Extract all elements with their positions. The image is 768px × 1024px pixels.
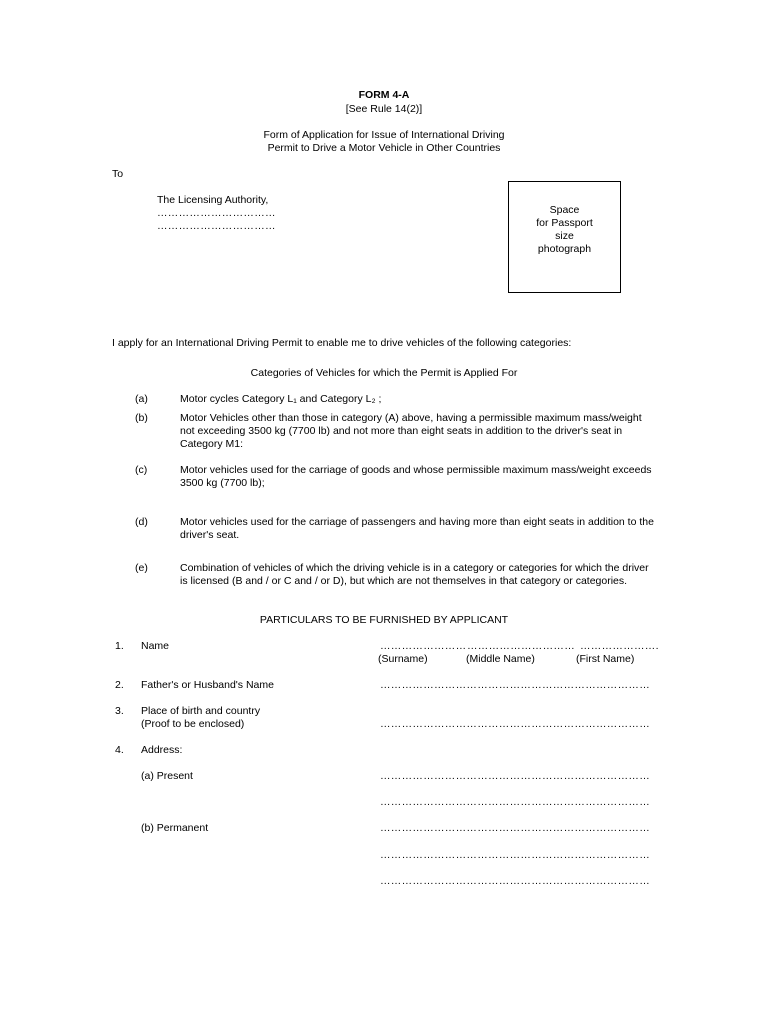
category-c-text: Motor vehicles used for the carriage of goods and whose permissible maximum mass/weight exceeds 3500 kg (7700 lb);	[180, 464, 652, 489]
category-a-label: (a)	[135, 393, 148, 405]
photo-line-4: photograph	[537, 243, 592, 255]
to-label: To	[112, 168, 124, 180]
surname-dots: ……………………	[380, 640, 467, 652]
permanent-address-dots-3: …………………………………………………………………	[380, 875, 650, 887]
photo-line-2: for Passport	[536, 217, 593, 229]
father-name-label: Father's or Husband's Name	[141, 679, 274, 691]
category-b-text: Motor Vehicles other than those in category (A) above, having a permissible maximum mass/weight not exceeding 3500 kg (7700 lb) and not more than eight seats in addition to the driver's seat in Category M1:	[180, 412, 642, 450]
present-address-label: (a) Present	[141, 770, 193, 782]
present-address-dots-2: …………………………………………………………………	[380, 796, 650, 808]
address-label: Address:	[141, 744, 183, 756]
birth-proof-note: (Proof to be enclosed)	[141, 718, 245, 730]
middle-name-dots: …………………………	[467, 640, 575, 652]
category-e-text: Combination of vehicles of which the driving vehicle is in a category or categories for which the driver is licensed (B and / or C and / or D), but which are not themselves in that category or categories.	[180, 562, 649, 587]
category-e-label: (e)	[135, 562, 148, 574]
permanent-address-dots-2: …………………………………………………………………	[380, 849, 650, 861]
licensing-authority: The Licensing Authority,	[157, 194, 269, 206]
category-d-label: (d)	[135, 516, 148, 528]
first-name-dots: ………………….	[580, 640, 659, 652]
photo-line-1: Space	[549, 204, 580, 216]
father-name-dots: …………………………………………………………………	[380, 679, 650, 691]
permanent-address-dots-1: …………………………………………………………………	[380, 822, 650, 834]
category-d-text: Motor vehicles used for the carriage of passengers and having more than eight seats in addition to the driver's seat.	[180, 516, 654, 541]
surname-caption: (Surname)	[378, 653, 428, 665]
item-1-number: 1.	[115, 640, 124, 652]
category-c-label: (c)	[135, 464, 148, 476]
authority-dots-1: ……………………………	[157, 207, 276, 219]
form-number: FORM 4-A	[358, 89, 410, 101]
first-name-caption: (First Name)	[576, 653, 635, 665]
name-label: Name	[141, 640, 170, 652]
category-b-label: (b)	[135, 412, 148, 424]
application-statement: I apply for an International Driving Permit to enable me to drive vehicles of the following categories:	[112, 337, 572, 349]
particulars-heading: PARTICULARS TO BE FURNISHED BY APPLICANT	[259, 614, 509, 626]
form-title-line1: Form of Application for Issue of International Driving	[263, 129, 505, 141]
item-4-number: 4.	[115, 744, 124, 756]
passport-photo-box	[508, 181, 621, 293]
birth-place-label: Place of birth and country	[141, 705, 261, 717]
category-a-text: Motor cycles Category L₁ and Category L₂ ;	[180, 393, 382, 405]
item-2-number: 2.	[115, 679, 124, 691]
categories-heading: Categories of Vehicles for which the Permit is Applied For	[250, 367, 518, 379]
photo-line-3: size	[555, 230, 574, 242]
present-address-dots-1: …………………………………………………………………	[380, 770, 650, 782]
middle-name-caption: (Middle Name)	[466, 653, 535, 665]
rule-reference: [See Rule 14(2)]	[345, 103, 423, 115]
authority-dots-2: ……………………………	[157, 220, 276, 232]
item-3-number: 3.	[115, 705, 124, 717]
form-title-line2: Permit to Drive a Motor Vehicle in Other Countries	[267, 142, 501, 154]
permanent-address-label: (b) Permanent	[141, 822, 209, 834]
birth-place-dots: …………………………………………………………………	[380, 718, 650, 730]
